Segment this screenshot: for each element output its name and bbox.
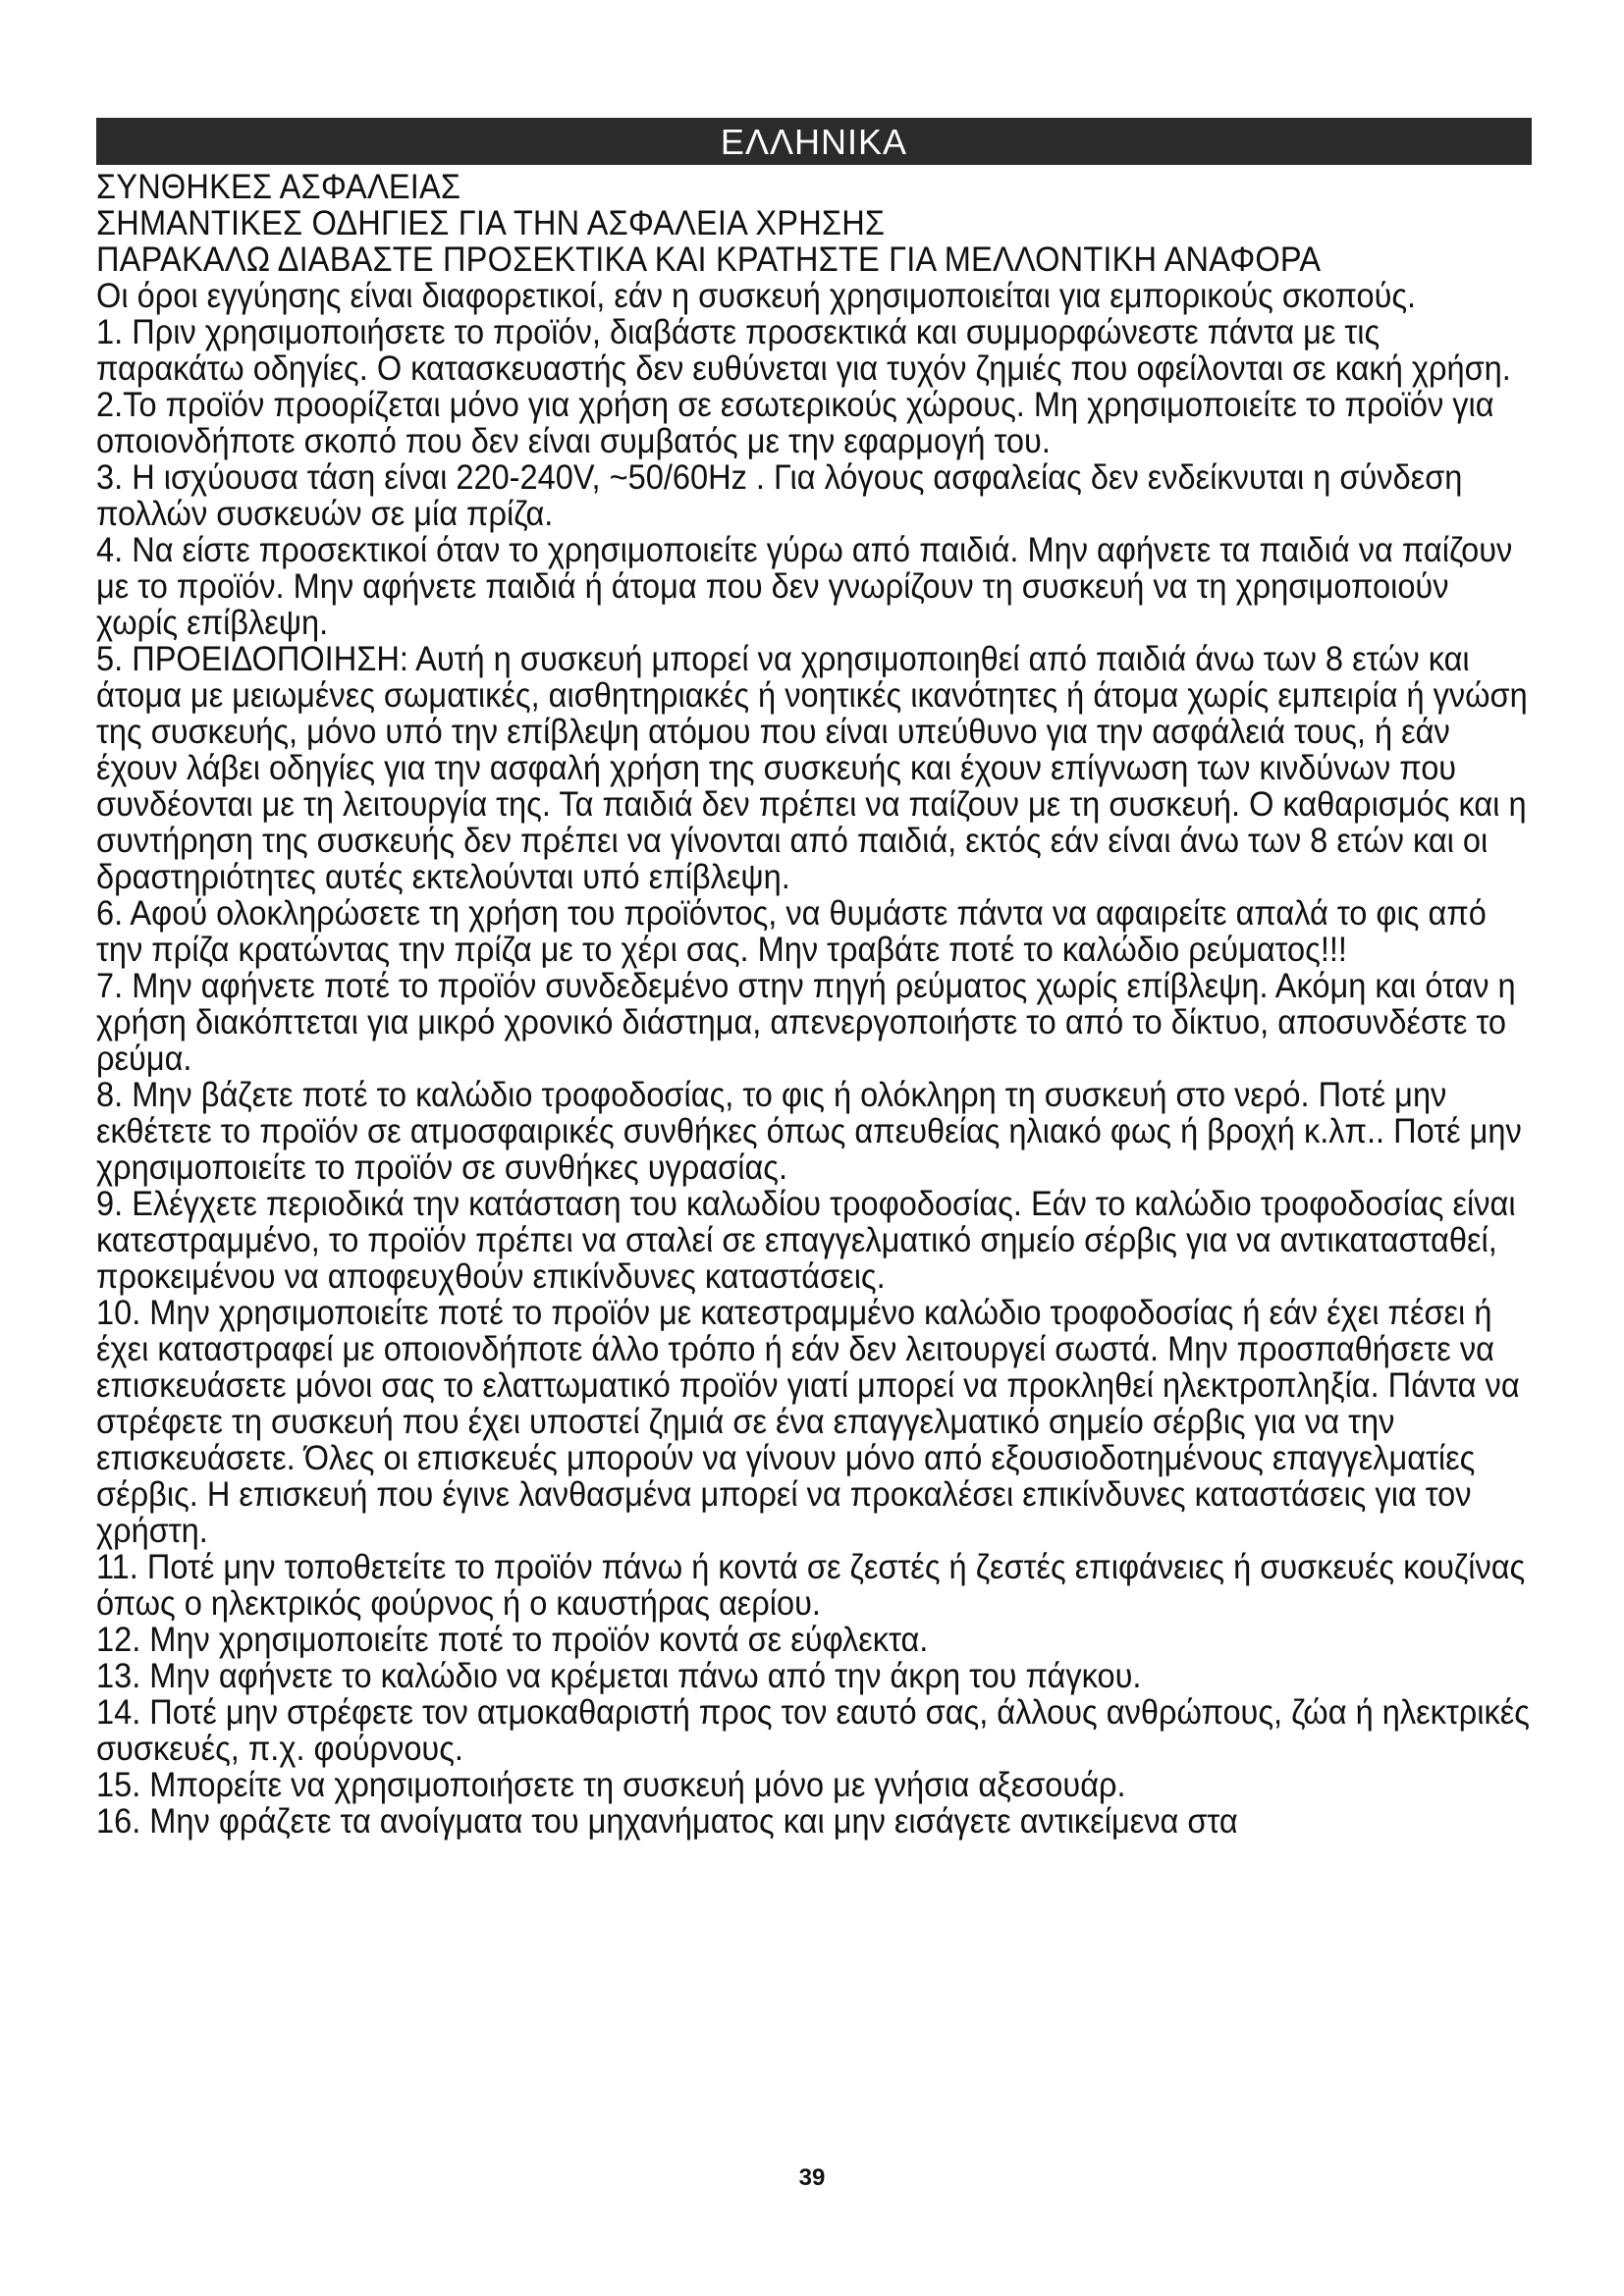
safety-item: 10. Μην χρησιμοποιείτε ποτέ το προϊόν με κατεστραμμένο καλώδιο τροφοδοσίας ή εάν έχει πέσει ή έχει καταστραφεί με οποιονδήποτε άλλο τρόπο ή εάν δεν λειτουργεί σωστά. Μην προσπαθήσετε να επισκευάσετε μόνοι σας το ελαττωματικό προϊόν γιατί μπορεί να προκληθεί ηλεκτροπληξία. Πάντα να στρέφετε τη συσκευή που έχει υποστεί ζημιά σε ένα επαγγελματικό σημείο σέρβις για να την επισκευάσετε. Όλες οι επισκευές μπορούν να γίνουν μόνο από εξουσιοδοτημένους επαγγελματίες σέρβις. Η επισκευή που έγινε λανθασμένα μπορεί να προκαλέσει επικίνδυνες καταστάσεις για τον χρήστη.	[96, 1294, 1520, 1550]
section-heading: ΣΥΝΘΗΚΕΣ ΑΣΦΑΛΕΙΑΣ	[96, 168, 461, 206]
page-number: 39	[798, 2164, 826, 2191]
safety-item: 8. Μην βάζετε ποτέ το καλώδιο τροφοδοσίας, το φις ή ολόκληρη τη συσκευή στο νερό. Ποτέ μην εκθέτετε το προϊόν σε ατμοσφαιρικές συνθήκες όπως απευθείας ηλιακό φως ή βροχή κ.λπ.. Ποτέ μην χρησιμοποιείτε το προϊόν σε συνθήκες υγρασίας.	[96, 1076, 1522, 1187]
safety-item: 7. Μην αφήνετε ποτέ το προϊόν συνδεδεμένο στην πηγή ρεύματος χωρίς επίβλεψη. Ακόμη και όταν η χρήση διακόπτεται για μικρό χρονικό διάστημα, απενεργοποιήστε το από το δίκτυο, αποσυνδέστε το ρεύμα.	[96, 967, 1516, 1078]
safety-item: 12. Μην χρησιμοποιείτε ποτέ το προϊόν κοντά σε εύφλεκτα.	[96, 1621, 929, 1659]
safety-item: 4. Να είστε προσεκτικοί όταν το χρησιμοποιείτε γύρω από παιδιά. Μην αφήνετε τα παιδιά να παίζουν με το προϊόν. Μην αφήνετε παιδιά ή άτομα που δεν γνωρίζουν τη συσκευή να τη χρησιμοποιούν χωρίς επίβλεψη.	[96, 531, 1513, 642]
safety-item: 14. Ποτέ μην στρέφετε τον ατμοκαθαριστή προς τον εαυτό σας, άλλους ανθρώπους, ζώα ή ηλεκτρικές συσκευές, π.χ. φούρνους.	[96, 1693, 1530, 1768]
section-heading: ΠΑΡΑΚΑΛΩ ΔΙΑΒΑΣΤΕ ΠΡΟΣΕΚΤΙΚΑ ΚΑΙ ΚΡΑΤΗΣΤΕ ΓΙΑ ΜΕΛΛΟΝΤΙΚΗ ΑΝΑΦΟΡΑ	[96, 240, 1322, 279]
language-banner: ΕΛΛΗΝΙΚΑ	[96, 118, 1532, 165]
safety-item: 15. Μπορείτε να χρησιμοποιήσετε τη συσκευή μόνο με γνήσια αξεσουάρ.	[96, 1766, 1126, 1804]
section-heading: ΣΗΜΑΝΤΙΚΕΣ ΟΔΗΓΙΕΣ ΓΙΑ ΤΗΝ ΑΣΦΑΛΕΙΑ ΧΡΗΣΗΣ	[96, 204, 886, 242]
safety-item: 1. Πριν χρησιμοποιήσετε το προϊόν, διαβάστε προσεκτικά και συμμορφώνεστε πάντα με τις παρακάτω οδηγίες. Ο κατασκευαστής δεν ευθύνεται για τυχόν ζημιές που οφείλονται σε κακή χρήση.	[96, 313, 1511, 388]
safety-item: 9. Ελέγχετε περιοδικά την κατάσταση του καλωδίου τροφοδοσίας. Εάν το καλώδιο τροφοδοσίας είναι κατεστραμμένο, το προϊόν πρέπει να σταλεί σε επαγγελματικό σημείο σέρβις για να αντικατασταθεί, προκειμένου να αποφευχθούν επικίνδυνες καταστάσεις.	[96, 1185, 1516, 1296]
safety-item: 2.Το προϊόν προορίζεται μόνο για χρήση σε εσωτερικούς χώρους. Μη χρησιμοποιείτε το προϊόν για οποιονδήποτε σκοπό που δεν είναι συμβατός με την εφαρμογή του.	[96, 386, 1494, 460]
safety-item: 16. Μην φράζετε τα ανοίγματα του μηχανήματος και μην εισάγετε αντικείμενα στα	[96, 1802, 1238, 1841]
safety-item: 13. Μην αφήνετε το καλώδιο να κρέμεται πάνω από την άκρη του πάγκου.	[96, 1657, 1142, 1695]
safety-item: 11. Ποτέ μην τοποθετείτε το προϊόν πάνω ή κοντά σε ζεστές ή ζεστές επιφάνειες ή συσκευές κουζίνας όπως ο ηλεκτρικός φούρνος ή ο καυστήρας αερίου.	[96, 1548, 1526, 1623]
warranty-note: Οι όροι εγγύησης είναι διαφορετικοί, εάν η συσκευή χρησιμοποιείται για εμπορικούς σκοπούς.	[96, 277, 1417, 315]
safety-content	[96, 169, 1532, 1840]
manual-page	[96, 118, 1532, 1840]
safety-item: 5. ΠΡΟΕΙΔΟΠΟΙΗΣΗ: Αυτή η συσκευή μπορεί να χρησιμοποιηθεί από παιδιά άνω των 8 ετών και άτομα με μειωμένες σωματικές, αισθητηριακές ή νοητικές ικανότητες ή άτομα χωρίς εμπειρία ή γνώση της συσκευής, μόνο υπό την επίβλεψη ατόμου που είναι υπεύθυνο για την ασφάλειά τους, ή εάν έχουν λάβει οδηγίες για την ασφαλή χρήση της συσκευής και έχουν επίγνωση των κινδύνων που συνδέονται με τη λειτουργία της. Τα παιδιά δεν πρέπει να παίζουν με τη συσκευή. Ο καθαρισμός και η συντήρηση της συσκευής δεν πρέπει να γίνονται από παιδιά, εκτός εάν είναι άνω των 8 ετών και οι δραστηριότητες αυτές εκτελούνται υπό επίβλεψη.	[96, 640, 1528, 896]
safety-item: 3. Η ισχύουσα τάση είναι 220-240V, ~50/60Hz . Για λόγους ασφαλείας δεν ενδείκνυται η σύνδεση πολλών συσκευών σε μία πρίζα.	[96, 458, 1463, 533]
safety-item: 6. Αφού ολοκληρώσετε τη χρήση του προϊόντος, να θυμάστε πάντα να αφαιρείτε απαλά το φις από την πρίζα κρατώντας την πρίζα με το χέρι σας. Μην τραβάτε ποτέ το καλώδιο ρεύματος!!!	[96, 894, 1487, 969]
